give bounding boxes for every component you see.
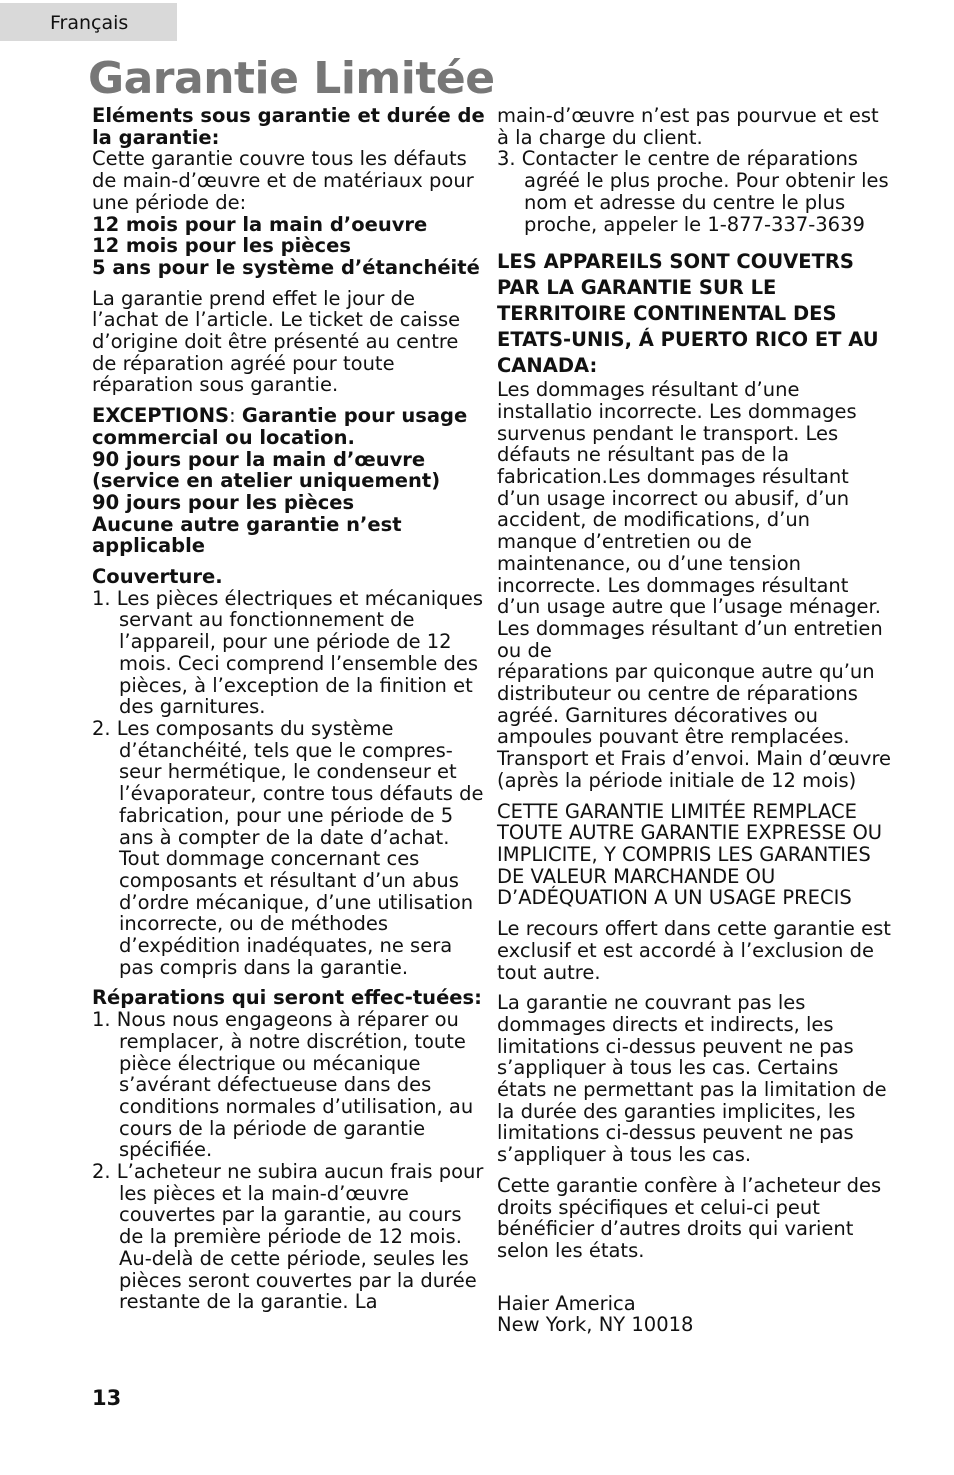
couverture-list (92, 588, 487, 979)
coverage-heading-text: Eléments sous garantie et durée de la garantie: (92, 104, 485, 149)
specific-rights-paragraph: Cette garantie confère à l’acheteur des droits spécifiques et celui-ci peut bénéficier d’autres droits qui varient selon les états. (497, 1173, 882, 1262)
company-name: Haier America (497, 1291, 636, 1315)
reparations-list-continued (497, 148, 892, 235)
damages-limitation-paragraph: La garantie ne couvrant pas les dommages directs et indirects, les limitations ci-dessus peuvent ne pas s’appliquer à tous les cas. Certains états ne permettant pas la limitation de la durée des garanties implicites, les limitations ci-dessus peuvent ne pas s’appliquer à tous les cas. (497, 991, 887, 1167)
reparations-item-3: 3. Contacter le centre de réparations agréé le plus proche. Pour obtenir les nom et adresse du centre le plus proche, appeler le 1-877-337-3639 (497, 147, 889, 236)
page-title: Garantie Limitée (88, 53, 495, 104)
exclusions-paragraph-2: réparations par quiconque autre qu’un distributeur ou centre de réparations agréé. Garnitures décoratives ou ampoules pouvant être remplacées. Transport et Frais d’envoi. Main d’œuvre (après la période initiale de 12 mois) (497, 660, 892, 792)
reparations-item-2: 2. L’acheteur ne subira aucun frais pour les pièces et la main-d’œuvre couvertes par la garantie, au cours de la première période de 12 mois. Au-delà de cette période, seules les pièces seront couvertes par la durée restante de la garantie. La (92, 1160, 484, 1314)
implied-warranty-disclaimer: CETTE GARANTIE LIMITÉE REMPLACE TOUTE AUTRE GARANTIE EXPRESSE OU IMPLICITE, Y COMPRIS LES GARANTIES DE VALEUR MARCHANDE OU D’ADÉQUATION A UN USAGE PRECIS (497, 799, 883, 910)
exception-labor: 90 jours pour la main d’œuvre (service en atelier uniquement) (92, 447, 441, 493)
reparations-title: Réparations qui seront effec-tuées: (92, 986, 482, 1010)
coverage-terms (92, 214, 487, 279)
coverage-intro: Cette garantie couvre tous les défauts de main-d’œuvre et de matériaux pour une période de: (92, 147, 474, 214)
exceptions-block (92, 405, 487, 557)
item-2-continuation: main-d’œuvre n’est pas pourvue et est à la charge du client. (497, 104, 879, 149)
term-parts: 12 mois pour les pièces (92, 234, 351, 258)
exclusive-remedy-paragraph: Le recours offert dans cette garantie est exclusif et est accordé à l’exclusion de tout autre. (497, 917, 891, 984)
language-tab: Français (0, 3, 177, 41)
company-address (497, 1293, 892, 1336)
term-labor: 12 mois pour la main d’oeuvre (92, 212, 428, 236)
exceptions-separator: : (229, 404, 242, 428)
page-number: 13 (92, 1386, 122, 1410)
exception-none: Aucune autre garantie n’est applicable (92, 512, 402, 558)
exceptions-label: EXCEPTIONS (92, 404, 230, 428)
couverture-item-1: 1. Les pièces électriques et mécaniques servant au fonctionnement de l’appareil, pour une période de 12 mois. Ceci comprend l’ensemble des pièces, à l’exception de la finition et des garnitures. (92, 586, 484, 719)
term-sealed-system: 5 ans pour le système d’étanchéité (92, 255, 480, 279)
company-city: New York, NY 10018 (497, 1313, 694, 1337)
coverage-heading (92, 105, 487, 148)
right-column (497, 105, 892, 1345)
left-column (92, 105, 487, 1322)
couverture-item-2: 2. Les composants du système d’étanchéité, tels que le compres-seur hermétique, le condenseur et l’évaporateur, contre tous défauts de fabrication, pour une période de 5 ans à compter de la date d’achat. Tout dommage concernant ces composants et résultant d’un abus d’ordre mécanique, d’une utilisation incorrecte, ou de méthodes d’expédition inadéquates, ne sera pas compris dans la garantie. (92, 716, 484, 979)
reparations-item-1: 1. Nous nous engageons à réparer ou remplacer, à notre discrétion, toute pièce électrique ou mécanique s’avérant défectueuse dans des conditions normales d’utilisation, au cours de la période de garantie spécifiée. (92, 1008, 474, 1162)
reparations-list (92, 1009, 487, 1313)
exception-parts: 90 jours pour les pièces (92, 490, 355, 514)
territory-heading: LES APPAREILS SONT COUVETRS PAR LA GARANTIE SUR LE TERRITOIRE CONTINENTAL DES ETATS-UNIS, Á PUERTO RICO ET AU CANADA: (497, 250, 879, 378)
couverture-title: Couverture. (92, 565, 223, 589)
exclusions-paragraph-1: Les dommages résultant d’une installatio incorrecte. Les dommages survenus pendant le transport. Les défauts ne résultant pas de la fabrication.Les dommages résultant d’un usage incorrect ou abusif, d’un accident, de modifications, d’un manque d’entretien ou de maintenance, ou d’une tension incorrecte. Les dommages résultant d’un usage autre que l’usage ménager. Les dommages résultant d’un entretien ou de (497, 378, 883, 662)
effective-date-paragraph: La garantie prend effet le jour de l’achat de l’article. Le ticket de caisse d’origine doit être présenté au centre de réparation agréé pour toute réparation sous garantie. (92, 286, 461, 397)
exception-commercial: Garantie pour usage commercial ou location. (92, 404, 468, 449)
